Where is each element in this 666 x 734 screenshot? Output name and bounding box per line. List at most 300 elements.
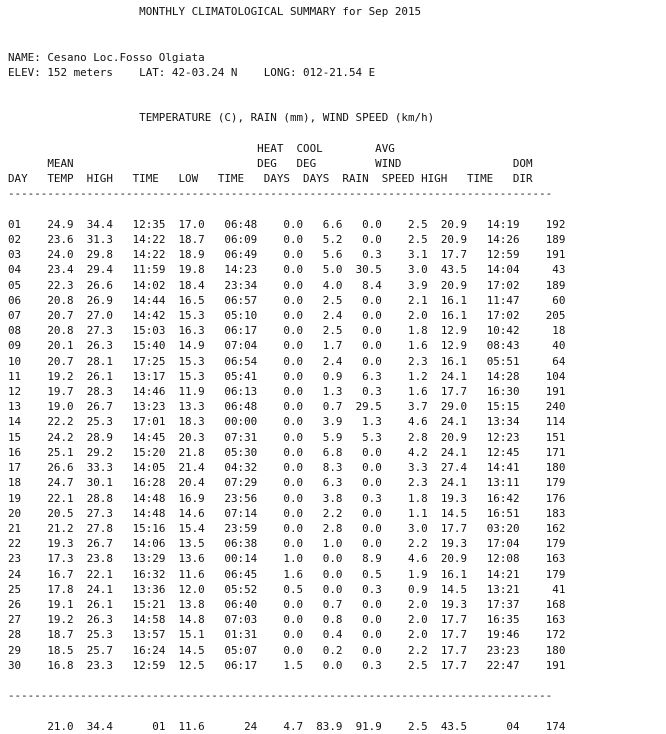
report-title: MONTHLY CLIMATOLOGICAL SUMMARY for Sep 2015 bbox=[139, 5, 422, 18]
table-row bbox=[8, 492, 565, 505]
table-cell: 205 bbox=[519, 309, 566, 323]
table-cell: 24.0 bbox=[27, 248, 74, 262]
table-cell: 0.0 bbox=[257, 339, 304, 353]
table-cell: 0.0 bbox=[342, 445, 382, 459]
table-cell: 20.5 bbox=[27, 506, 74, 520]
table-cell: 18.5 bbox=[27, 643, 74, 657]
table-cell: 26.3 bbox=[73, 339, 113, 353]
table-cell: 15:03 bbox=[112, 324, 166, 338]
table-cell: 20.8 bbox=[27, 324, 74, 338]
table-cell: 0.9 bbox=[381, 582, 428, 596]
table-cell: 06:49 bbox=[204, 248, 258, 262]
table-cell: 16.8 bbox=[27, 658, 74, 672]
table-cell: 11.6 bbox=[165, 719, 205, 733]
table-cell: 15:15 bbox=[467, 400, 520, 414]
table-cell: 06:38 bbox=[204, 537, 258, 551]
table-cell: 151 bbox=[519, 430, 566, 444]
table-cell: 17.3 bbox=[27, 552, 74, 566]
table-cell: 14:48 bbox=[112, 491, 166, 505]
table-cell: 14:22 bbox=[112, 233, 166, 247]
table-row bbox=[8, 309, 565, 322]
table-cell: 2.3 bbox=[381, 476, 428, 490]
table-cell: 0.0 bbox=[342, 628, 382, 642]
table-cell: 1.9 bbox=[381, 567, 428, 581]
table-cell: 4.7 bbox=[257, 719, 304, 733]
table-cell: 14.9 bbox=[165, 339, 205, 353]
table-row bbox=[8, 263, 565, 276]
table-cell: 0.0 bbox=[257, 278, 304, 292]
table-cell: 29.0 bbox=[427, 400, 468, 414]
table-cell: 23.6 bbox=[27, 233, 74, 247]
table-cell: 06:40 bbox=[204, 597, 258, 611]
table-cell: 14.8 bbox=[165, 613, 205, 627]
table-cell: 2.5 bbox=[381, 233, 428, 247]
table-cell: 23:34 bbox=[204, 278, 258, 292]
table-cell: 41 bbox=[519, 582, 566, 596]
table-cell: 14 bbox=[8, 415, 28, 429]
table-cell: 19.3 bbox=[27, 537, 74, 551]
table-cell: 20.7 bbox=[27, 354, 74, 368]
table-cell bbox=[8, 720, 28, 733]
table-cell: 24.1 bbox=[427, 369, 468, 383]
table-cell: 1.6 bbox=[381, 385, 428, 399]
table-cell: 0.0 bbox=[257, 400, 304, 414]
table-cell: 18 bbox=[8, 476, 28, 490]
table-cell: 14:22 bbox=[112, 248, 166, 262]
table-cell: 24.1 bbox=[73, 582, 113, 596]
table-cell: 14.5 bbox=[427, 582, 468, 596]
table-cell: 29 bbox=[8, 643, 28, 657]
table-cell: 31.3 bbox=[73, 233, 113, 247]
table-cell: 19 bbox=[8, 491, 28, 505]
table-cell: 0.0 bbox=[257, 476, 304, 490]
table-cell: 20.7 bbox=[27, 309, 74, 323]
table-row bbox=[8, 522, 565, 535]
table-cell: 0.0 bbox=[257, 324, 304, 338]
table-cell: 29.2 bbox=[73, 445, 113, 459]
table-cell: 22.1 bbox=[27, 491, 74, 505]
table-cell: 20.9 bbox=[427, 217, 468, 231]
table-cell: 27.3 bbox=[73, 324, 113, 338]
table-cell: 01 bbox=[8, 217, 28, 231]
table-cell: 17:04 bbox=[467, 537, 520, 551]
table-row bbox=[8, 370, 565, 383]
table-cell: 28.8 bbox=[73, 491, 113, 505]
table-cell: 13.3 bbox=[165, 400, 205, 414]
table-row bbox=[8, 644, 565, 657]
table-cell: 43.5 bbox=[427, 719, 468, 733]
table-cell: 0.0 bbox=[342, 506, 382, 520]
table-cell: 0.0 bbox=[303, 552, 343, 566]
table-cell: 15.3 bbox=[165, 369, 205, 383]
table-cell: 0.0 bbox=[257, 430, 304, 444]
table-cell: 1.7 bbox=[303, 339, 343, 353]
table-cell: 16:35 bbox=[467, 613, 520, 627]
table-cell: 02 bbox=[8, 233, 28, 247]
table-cell: 0.0 bbox=[342, 597, 382, 611]
table-cell: 03:20 bbox=[467, 521, 520, 535]
table-cell: 6.8 bbox=[303, 445, 343, 459]
table-cell: 20.3 bbox=[165, 430, 205, 444]
table-cell: 0.0 bbox=[342, 643, 382, 657]
table-cell: 6.3 bbox=[342, 369, 382, 383]
table-cell: 168 bbox=[519, 597, 566, 611]
table-cell: 09 bbox=[8, 339, 28, 353]
table-cell: 0.5 bbox=[342, 567, 382, 581]
table-cell: 29.4 bbox=[73, 263, 113, 277]
table-cell: 06:48 bbox=[204, 400, 258, 414]
table-cell: 17.7 bbox=[427, 613, 468, 627]
station-location: ELEV: 152 meters LAT: 42-03.24 N LONG: 012-21.54 E bbox=[8, 65, 376, 79]
table-cell: 20.4 bbox=[165, 476, 205, 490]
table-cell: 191 bbox=[519, 658, 566, 672]
table-cell: 0.0 bbox=[342, 521, 382, 535]
table-cell: 91.9 bbox=[342, 719, 382, 733]
table-cell: 23.4 bbox=[27, 263, 74, 277]
table-cell: 14:19 bbox=[467, 217, 520, 231]
table-cell: 27 bbox=[8, 613, 28, 627]
table-row bbox=[8, 583, 565, 596]
table-cell: 07:29 bbox=[204, 476, 258, 490]
table-cell: 00:00 bbox=[204, 415, 258, 429]
table-row bbox=[8, 598, 565, 611]
table-cell: 179 bbox=[519, 567, 566, 581]
table-cell: 0.0 bbox=[257, 263, 304, 277]
table-cell: 07:03 bbox=[204, 613, 258, 627]
table-cell: 0.7 bbox=[303, 400, 343, 414]
table-cell: 240 bbox=[519, 400, 566, 414]
table-cell: 22:47 bbox=[467, 658, 520, 672]
table-cell: 05:52 bbox=[204, 582, 258, 596]
table-cell: 26.9 bbox=[73, 293, 113, 307]
table-row bbox=[8, 339, 565, 352]
table-cell: 17.7 bbox=[427, 643, 468, 657]
table-cell: 2.5 bbox=[303, 324, 343, 338]
table-cell: 12:23 bbox=[467, 430, 520, 444]
table-cell: 189 bbox=[519, 278, 566, 292]
table-cell: 25.3 bbox=[73, 628, 113, 642]
table-cell: 1.1 bbox=[381, 506, 428, 520]
table-cell: 23.8 bbox=[73, 552, 113, 566]
table-cell: 8.4 bbox=[342, 278, 382, 292]
table-cell: 20.9 bbox=[427, 278, 468, 292]
table-cell: 3.9 bbox=[381, 278, 428, 292]
table-cell: 21.2 bbox=[27, 521, 74, 535]
table-cell: 179 bbox=[519, 537, 566, 551]
table-cell: 2.2 bbox=[381, 643, 428, 657]
table-cell: 20.9 bbox=[427, 430, 468, 444]
table-cell: 0.0 bbox=[342, 476, 382, 490]
table-cell: 2.0 bbox=[381, 628, 428, 642]
table-cell: 43.5 bbox=[427, 263, 468, 277]
table-cell: 0.0 bbox=[257, 385, 304, 399]
table-cell: 13:29 bbox=[112, 552, 166, 566]
table-cell: 22.2 bbox=[27, 415, 74, 429]
table-cell: 17.7 bbox=[427, 521, 468, 535]
table-cell: 0.0 bbox=[257, 293, 304, 307]
table-cell: 3.3 bbox=[381, 461, 428, 475]
table-cell: 22.1 bbox=[73, 567, 113, 581]
table-cell: 17:02 bbox=[467, 309, 520, 323]
table-cell: 2.3 bbox=[381, 354, 428, 368]
table-cell: 21.8 bbox=[165, 445, 205, 459]
table-cell: 183 bbox=[519, 506, 566, 520]
table-cell: 13:21 bbox=[467, 582, 520, 596]
table-cell: 0.0 bbox=[342, 537, 382, 551]
table-cell: 114 bbox=[519, 415, 566, 429]
table-cell: 180 bbox=[519, 643, 566, 657]
table-cell: 2.8 bbox=[303, 521, 343, 535]
table-cell: 0.0 bbox=[257, 233, 304, 247]
table-cell: 5.2 bbox=[303, 233, 343, 247]
table-cell: 19.3 bbox=[427, 537, 468, 551]
table-cell: 0.3 bbox=[342, 582, 382, 596]
table-cell: 180 bbox=[519, 461, 566, 475]
table-cell: 17:25 bbox=[112, 354, 166, 368]
table-cell: 17.7 bbox=[427, 248, 468, 262]
table-cell: 1.0 bbox=[257, 552, 304, 566]
table-row bbox=[8, 552, 565, 565]
table-cell: 06:09 bbox=[204, 233, 258, 247]
table-cell: 0.0 bbox=[342, 461, 382, 475]
table-cell: 18.7 bbox=[165, 233, 205, 247]
table-cell: 28.9 bbox=[73, 430, 113, 444]
table-cell: 0.0 bbox=[303, 567, 343, 581]
table-cell: 1.6 bbox=[381, 339, 428, 353]
table-cell: 14:23 bbox=[204, 263, 258, 277]
table-row bbox=[8, 507, 565, 520]
table-cell: 15.3 bbox=[165, 354, 205, 368]
table-cell: 13:23 bbox=[112, 400, 166, 414]
table-cell: 0.0 bbox=[342, 354, 382, 368]
table-cell: 4.2 bbox=[381, 445, 428, 459]
table-cell: 2.1 bbox=[381, 293, 428, 307]
table-cell: 19.8 bbox=[165, 263, 205, 277]
table-row bbox=[8, 355, 565, 368]
table-cell: 12:35 bbox=[112, 217, 166, 231]
table-row bbox=[8, 461, 565, 474]
table-cell: 1.2 bbox=[381, 369, 428, 383]
table-cell: 19.2 bbox=[27, 613, 74, 627]
table-cell: 2.0 bbox=[381, 309, 428, 323]
table-cell: 19.7 bbox=[27, 385, 74, 399]
table-cell: 29.5 bbox=[342, 400, 382, 414]
table-cell: 28 bbox=[8, 628, 28, 642]
table-cell: 2.5 bbox=[303, 293, 343, 307]
table-cell: 4.0 bbox=[303, 278, 343, 292]
table-row bbox=[8, 446, 565, 459]
table-cell: 25.1 bbox=[27, 445, 74, 459]
table-cell: 15.4 bbox=[165, 521, 205, 535]
station-name: NAME: Cesano Loc.Fosso Olgiata bbox=[8, 50, 205, 64]
table-cell: 19.3 bbox=[427, 597, 468, 611]
table-cell: 0.5 bbox=[257, 582, 304, 596]
table-cell: 13:57 bbox=[112, 628, 166, 642]
table-row bbox=[8, 613, 565, 626]
table-cell: 0.0 bbox=[257, 597, 304, 611]
table-cell: 0.9 bbox=[303, 369, 343, 383]
table-cell: 27.3 bbox=[73, 506, 113, 520]
table-cell: 12.9 bbox=[427, 339, 468, 353]
table-cell: 18.3 bbox=[165, 415, 205, 429]
table-cell: 3.8 bbox=[303, 491, 343, 505]
table-cell: 0.0 bbox=[257, 217, 304, 231]
table-cell: 18.7 bbox=[27, 628, 74, 642]
table-cell: 23:56 bbox=[204, 491, 258, 505]
table-cell: 27.0 bbox=[73, 309, 113, 323]
table-cell: 14:48 bbox=[112, 506, 166, 520]
table-cell: 26.3 bbox=[73, 613, 113, 627]
table-cell: 24.9 bbox=[27, 217, 74, 231]
table-cell: 06:57 bbox=[204, 293, 258, 307]
table-cell: 04 bbox=[467, 719, 520, 733]
table-cell: 26.1 bbox=[73, 597, 113, 611]
table-row bbox=[8, 233, 565, 246]
table-cell: 16:24 bbox=[112, 643, 166, 657]
table-cell: 0.0 bbox=[257, 461, 304, 475]
table-cell: 0.0 bbox=[257, 613, 304, 627]
table-cell: 5.0 bbox=[303, 263, 343, 277]
table-cell: 6.3 bbox=[303, 476, 343, 490]
table-cell: 14.6 bbox=[165, 506, 205, 520]
table-cell: 14.5 bbox=[165, 643, 205, 657]
table-cell: 24.1 bbox=[427, 415, 468, 429]
table-cell: 14:06 bbox=[112, 537, 166, 551]
table-cell: 01 bbox=[112, 719, 166, 733]
table-cell: 13:17 bbox=[112, 369, 166, 383]
table-cell: 14:26 bbox=[467, 233, 520, 247]
table-cell: 33.3 bbox=[73, 461, 113, 475]
table-row bbox=[8, 279, 565, 292]
table-cell: 20 bbox=[8, 506, 28, 520]
table-cell: 20.1 bbox=[27, 339, 74, 353]
table-cell: 26.1 bbox=[73, 369, 113, 383]
table-cell: 23.3 bbox=[73, 658, 113, 672]
table-cell: 13:36 bbox=[112, 582, 166, 596]
table-cell: 104 bbox=[519, 369, 566, 383]
table-cell: 12:59 bbox=[467, 248, 520, 262]
table-cell: 3.1 bbox=[381, 248, 428, 262]
table-cell: 05:07 bbox=[204, 643, 258, 657]
table-cell: 22.3 bbox=[27, 278, 74, 292]
table-cell: 0.0 bbox=[342, 217, 382, 231]
table-cell: 18.9 bbox=[165, 248, 205, 262]
table-row bbox=[8, 294, 565, 307]
table-cell: 28.3 bbox=[73, 385, 113, 399]
table-cell: 179 bbox=[519, 476, 566, 490]
table-cell: 26.6 bbox=[73, 278, 113, 292]
table-cell: 05:41 bbox=[204, 369, 258, 383]
table-cell: 06:17 bbox=[204, 324, 258, 338]
table-cell: 06:48 bbox=[204, 217, 258, 231]
table-cell: 14.5 bbox=[427, 506, 468, 520]
table-cell: 1.6 bbox=[257, 567, 304, 581]
table-cell: 24.7 bbox=[27, 476, 74, 490]
table-row bbox=[8, 568, 565, 581]
table-cell: 13:34 bbox=[467, 415, 520, 429]
table-cell: 0.0 bbox=[257, 506, 304, 520]
table-cell: 174 bbox=[519, 719, 566, 733]
table-cell: 20.8 bbox=[27, 293, 74, 307]
table-cell: 15:21 bbox=[112, 597, 166, 611]
table-cell: 14:42 bbox=[112, 309, 166, 323]
table-cell: 14:58 bbox=[112, 613, 166, 627]
table-cell: 16.1 bbox=[427, 567, 468, 581]
table-cell: 25.3 bbox=[73, 415, 113, 429]
table-cell: 189 bbox=[519, 233, 566, 247]
table-cell: 30.1 bbox=[73, 476, 113, 490]
table-cell: 17.7 bbox=[427, 385, 468, 399]
table-cell: 11:47 bbox=[467, 293, 520, 307]
table-cell: 12.5 bbox=[165, 658, 205, 672]
table-cell: 12:45 bbox=[467, 445, 520, 459]
table-row bbox=[8, 476, 565, 489]
table-cell: 12.0 bbox=[165, 582, 205, 596]
totals-row bbox=[8, 720, 565, 733]
table-cell: 0.4 bbox=[303, 628, 343, 642]
table-cell: 17:37 bbox=[467, 597, 520, 611]
table-cell: 1.3 bbox=[303, 385, 343, 399]
table-cell: 13.5 bbox=[165, 537, 205, 551]
table-cell: 06:54 bbox=[204, 354, 258, 368]
table-cell: 16.1 bbox=[427, 354, 468, 368]
separator-line: ----------------------------------------------------------------------------------- bbox=[8, 689, 553, 703]
table-cell: 10 bbox=[8, 354, 28, 368]
table-cell: 6.6 bbox=[303, 217, 343, 231]
table-cell: 06:45 bbox=[204, 567, 258, 581]
table-cell: 17.7 bbox=[427, 658, 468, 672]
table-cell: 25.7 bbox=[73, 643, 113, 657]
table-cell: 60 bbox=[519, 293, 566, 307]
table-cell: 17.8 bbox=[27, 582, 74, 596]
table-cell: 10:42 bbox=[467, 324, 520, 338]
table-cell: 12:59 bbox=[112, 658, 166, 672]
table-cell: 0.0 bbox=[257, 309, 304, 323]
table-cell: 0.3 bbox=[342, 658, 382, 672]
table-row bbox=[8, 385, 565, 398]
table-cell: 29.8 bbox=[73, 248, 113, 262]
table-cell: 12:08 bbox=[467, 552, 520, 566]
table-cell: 15.3 bbox=[165, 309, 205, 323]
table-cell: 17:01 bbox=[112, 415, 166, 429]
table-cell: 12.9 bbox=[427, 324, 468, 338]
table-cell: 0.0 bbox=[303, 582, 343, 596]
table-cell: 0.0 bbox=[257, 521, 304, 535]
table-cell: 26 bbox=[8, 597, 28, 611]
table-cell: 0.3 bbox=[342, 248, 382, 262]
table-cell: 1.8 bbox=[381, 324, 428, 338]
table-cell: 17.7 bbox=[427, 628, 468, 642]
table-cell: 15.1 bbox=[165, 628, 205, 642]
table-cell: 25 bbox=[8, 582, 28, 596]
units-line: TEMPERATURE (C), RAIN (mm), WIND SPEED (km/h) bbox=[139, 111, 435, 125]
table-cell: 191 bbox=[519, 248, 566, 262]
table-cell: 5.6 bbox=[303, 248, 343, 262]
table-row bbox=[8, 324, 565, 337]
separator-line: ----------------------------------------------------------------------------------- bbox=[8, 187, 553, 201]
table-cell: 04 bbox=[8, 263, 28, 277]
table-cell: 21.0 bbox=[27, 719, 74, 733]
table-cell: 30.5 bbox=[342, 263, 382, 277]
table-cell: 1.8 bbox=[381, 491, 428, 505]
table-cell: 0.0 bbox=[257, 354, 304, 368]
table-cell: 8.9 bbox=[342, 552, 382, 566]
table-cell: 34.4 bbox=[73, 719, 113, 733]
table-cell: 163 bbox=[519, 613, 566, 627]
table-cell: 13:11 bbox=[467, 476, 520, 490]
table-cell: 40 bbox=[519, 339, 566, 353]
table-cell: 0.3 bbox=[342, 385, 382, 399]
